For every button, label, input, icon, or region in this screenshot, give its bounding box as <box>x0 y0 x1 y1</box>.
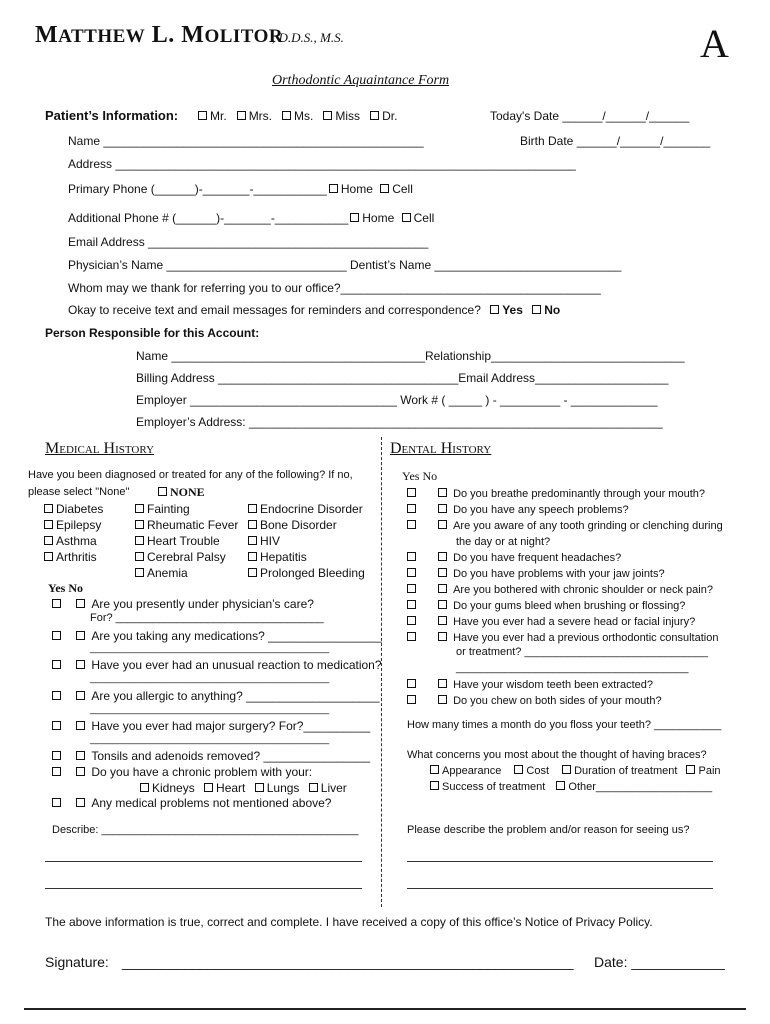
form-letter: A <box>700 21 729 66</box>
dental-question: Are you aware of any tooth grinding or clenching during <box>407 518 723 534</box>
organ-checkbox[interactable]: Kidneys <box>140 781 195 795</box>
concern-other-checkbox[interactable]: Other___________________ <box>556 781 712 793</box>
no-checkbox[interactable] <box>438 568 447 577</box>
organ-checkbox[interactable]: Lungs <box>255 781 300 795</box>
no-checkbox[interactable] <box>76 767 85 776</box>
condition-checkbox[interactable]: Hepatitis <box>248 549 365 565</box>
email-field[interactable]: Email Address __________________________________________ <box>68 235 429 249</box>
no-checkbox[interactable] <box>438 632 447 641</box>
no-checkbox[interactable] <box>438 600 447 609</box>
medical-intro-2: please select "None" <box>28 486 130 498</box>
medical-history-heading: Medical History <box>45 440 155 457</box>
medical-question: Tonsils and adenoids removed? ________________ <box>52 749 370 763</box>
yes-checkbox[interactable] <box>52 691 61 700</box>
dental-describe-line[interactable] <box>407 888 713 889</box>
consult-continuation[interactable]: or treatment? ______________________________ <box>456 646 709 658</box>
medical-question: Any medical problems not mentioned above? <box>52 796 331 810</box>
yes-checkbox[interactable] <box>407 552 416 561</box>
condition-checkbox[interactable]: Arthritis <box>44 549 103 565</box>
physician-for-field[interactable]: For? __________________________________ <box>90 612 324 624</box>
dental-question: Have your wisdom teeth been extracted? <box>407 677 723 693</box>
dental-question: Do you have problems with your jaw joints? <box>407 566 723 582</box>
condition-col-1 <box>44 501 103 565</box>
condition-col-3 <box>248 501 365 581</box>
dental-question: Do your gums bleed when brushing or flossing? <box>407 598 723 614</box>
condition-checkbox[interactable]: Prolonged Bleeding <box>248 565 365 581</box>
no-checkbox[interactable] <box>76 660 85 669</box>
additional-phone-field[interactable]: Additional Phone # (______)-_______-___________ Home Cell <box>68 211 435 225</box>
dental-question: Do you have frequent headaches? <box>407 550 723 566</box>
medical-intro-1: Have you been diagnosed or treated for any of the following? If no, <box>28 469 353 481</box>
dental-question: Do you chew on both sides of your mouth? <box>407 693 723 709</box>
column-divider <box>381 437 382 907</box>
medical-describe-line[interactable] <box>45 861 362 862</box>
title-ms-checkbox[interactable]: Ms. <box>282 109 313 123</box>
condition-col-2 <box>135 501 238 581</box>
medications-blank[interactable]: ___________________________________________ <box>90 643 330 654</box>
medical-describe-field[interactable]: Describe: __________________________________________ <box>52 824 359 836</box>
referral-field[interactable]: Whom may we thank for referring you to our office?_______________________________________ <box>68 281 601 295</box>
condition-checkbox[interactable]: HIV <box>248 533 365 549</box>
concern-options <box>430 765 721 777</box>
physician-dentist-field[interactable]: Physician’s Name ___________________________ Dentist’s Name ____________________________ <box>68 258 622 272</box>
no-checkbox[interactable] <box>76 691 85 700</box>
title-options <box>198 109 397 123</box>
dental-yes-no-header: Yes No <box>402 469 438 483</box>
yes-checkbox[interactable] <box>407 584 416 593</box>
doctor-name: MATTHEW L. MOLITOR <box>35 22 284 48</box>
dental-history-heading: Dental History <box>390 440 492 457</box>
signature-field[interactable]: __________________________________________________________ <box>122 954 574 970</box>
yes-checkbox[interactable] <box>407 695 416 704</box>
condition-checkbox[interactable]: Cerebral Palsy <box>135 549 238 565</box>
dental-question: Have you ever had a severe head or facial injury? <box>407 614 723 630</box>
responsible-heading: Person Responsible for this Account: <box>45 326 260 340</box>
billing-address-field[interactable]: Billing Address ____________________________________Email Address____________________ <box>136 371 669 385</box>
yes-checkbox[interactable] <box>407 616 416 625</box>
medical-question: Are you presently under physician’s care? <box>52 597 314 611</box>
no-checkbox[interactable] <box>438 616 447 625</box>
medical-describe-line[interactable] <box>45 888 362 889</box>
grinding-continuation: the day or at night? <box>456 536 551 548</box>
yes-checkbox[interactable] <box>52 660 61 669</box>
condition-checkbox[interactable]: Rheumatic Fever <box>135 517 238 533</box>
credentials: , D.D.S., M.S. <box>272 30 344 45</box>
yes-checkbox[interactable] <box>407 488 416 497</box>
dental-question: Do you breathe predominantly through your mouth? <box>407 486 723 502</box>
no-checkbox[interactable] <box>438 679 447 688</box>
no-checkbox[interactable] <box>76 631 85 640</box>
concern-checkbox[interactable]: Success of treatment <box>430 781 545 793</box>
dental-describe-prompt: Please describe the problem and/or reason for seeing us? <box>407 824 690 836</box>
yes-checkbox[interactable] <box>52 751 61 760</box>
medical-yes-no-header: Yes No <box>48 581 83 595</box>
dental-questions <box>407 486 723 709</box>
condition-checkbox[interactable]: Diabetes <box>44 501 103 517</box>
none-checkbox[interactable]: NONE <box>158 485 205 500</box>
surgery-blank[interactable]: ___________________________________________ <box>90 734 330 745</box>
birth-date-field[interactable]: Birth Date ______/______/_______ <box>520 134 711 148</box>
condition-checkbox[interactable]: Anemia <box>135 565 238 581</box>
medical-question: Are you taking any medications? _________________ <box>52 629 382 643</box>
dental-question: Are you bothered with chronic shoulder or neck pain? <box>407 582 723 598</box>
yes-checkbox[interactable] <box>407 568 416 577</box>
yes-checkbox[interactable] <box>52 599 61 608</box>
floss-field[interactable]: How many times a month do you floss your teeth? ___________ <box>407 719 722 731</box>
dental-question: Have you ever had a previous orthodontic consultation <box>407 630 723 646</box>
title-mrs-checkbox[interactable]: Mrs. <box>237 109 272 123</box>
no-checkbox[interactable] <box>76 751 85 760</box>
employer-address-field[interactable]: Employer’s Address: ______________________________________________________________ <box>136 415 663 429</box>
no-checkbox[interactable] <box>438 552 447 561</box>
condition-checkbox[interactable]: Epilepsy <box>44 517 103 533</box>
footer-rule <box>24 1008 746 1010</box>
todays-date-field[interactable]: Today's Date ______/______/______ <box>490 109 690 123</box>
attestation-statement: The above information is true, correct and complete. I have received a copy of this office’s Notice of Privacy Policy. <box>45 915 653 929</box>
medical-question: Have you ever had major surgery? For?__________ <box>52 719 370 733</box>
no-checkbox[interactable] <box>76 798 85 807</box>
signature-date-field[interactable]: Date: ____________ <box>594 954 725 970</box>
consult-blank[interactable]: ______________________________________ <box>456 662 689 674</box>
yes-checkbox[interactable] <box>52 767 61 776</box>
concern-checkbox[interactable]: Pain <box>686 765 720 777</box>
organ-options <box>140 781 347 795</box>
medical-question: Do you have a chronic problem with your: <box>52 765 312 779</box>
primary-phone-field[interactable]: Primary Phone (______)-_______-___________ Home Cell <box>68 182 413 196</box>
medical-question: Are you allergic to anything? ____________________ <box>52 689 380 703</box>
concern-checkbox[interactable]: Duration of treatment <box>562 765 677 777</box>
text-consent-yes[interactable]: Yes <box>490 303 523 317</box>
concern-checkbox[interactable]: Cost <box>514 765 549 777</box>
condition-checkbox[interactable]: Fainting <box>135 501 238 517</box>
condition-checkbox[interactable]: Endocrine Disorder <box>248 501 365 517</box>
organ-checkbox[interactable]: Heart <box>204 781 245 795</box>
condition-checkbox[interactable]: Heart Trouble <box>135 533 238 549</box>
condition-checkbox[interactable]: Asthma <box>44 533 103 549</box>
no-checkbox[interactable] <box>76 599 85 608</box>
text-consent-no[interactable]: No <box>532 303 560 317</box>
no-checkbox[interactable] <box>438 520 447 529</box>
yes-checkbox[interactable] <box>52 798 61 807</box>
yes-checkbox[interactable] <box>407 600 416 609</box>
no-checkbox[interactable] <box>438 584 447 593</box>
condition-checkbox[interactable]: Bone Disorder <box>248 517 365 533</box>
address-field[interactable]: Address _____________________________________________________________________ <box>68 157 576 171</box>
yes-checkbox[interactable] <box>52 721 61 730</box>
dental-question: Do you have any speech problems? <box>407 502 723 518</box>
no-checkbox[interactable] <box>438 504 447 513</box>
form-title: Orthodontic Aquaintance Form <box>272 73 450 88</box>
text-consent: Okay to receive text and email messages for reminders and correspondence? Yes No <box>68 303 561 317</box>
employer-field[interactable]: Employer _______________________________ Work # ( _____ ) - _________ - _____________ <box>136 393 658 407</box>
concerns-question: What concerns you most about the thought of having braces? <box>407 749 707 761</box>
no-checkbox[interactable] <box>438 488 447 497</box>
dental-describe-line[interactable] <box>407 861 713 862</box>
medical-question: Have you ever had an unusual reaction to medication? <box>52 658 382 672</box>
title-dr-checkbox[interactable]: Dr. <box>370 109 397 123</box>
reaction-blank[interactable]: ___________________________________________ <box>90 673 330 684</box>
yes-checkbox[interactable] <box>407 504 416 513</box>
concern-options-2 <box>430 781 712 793</box>
yes-checkbox[interactable] <box>407 520 416 529</box>
title-mr-checkbox[interactable]: Mr. <box>198 109 227 123</box>
responsible-name-field[interactable]: Name ______________________________________Relationship_____________________________ <box>136 349 685 363</box>
concern-checkbox[interactable]: Appearance <box>430 765 501 777</box>
organ-checkbox[interactable]: Liver <box>309 781 347 795</box>
allergic-blank[interactable]: ___________________________________________ <box>90 704 330 715</box>
yes-checkbox[interactable] <box>52 631 61 640</box>
signature-label: Signature: <box>45 954 109 970</box>
yes-checkbox[interactable] <box>407 679 416 688</box>
yes-checkbox[interactable] <box>407 632 416 641</box>
patient-info-heading: Patient’s Information: <box>45 108 179 123</box>
name-field[interactable]: Name ________________________________________________ <box>68 134 424 148</box>
no-checkbox[interactable] <box>76 721 85 730</box>
title-miss-checkbox[interactable]: Miss <box>323 109 360 123</box>
no-checkbox[interactable] <box>438 695 447 704</box>
